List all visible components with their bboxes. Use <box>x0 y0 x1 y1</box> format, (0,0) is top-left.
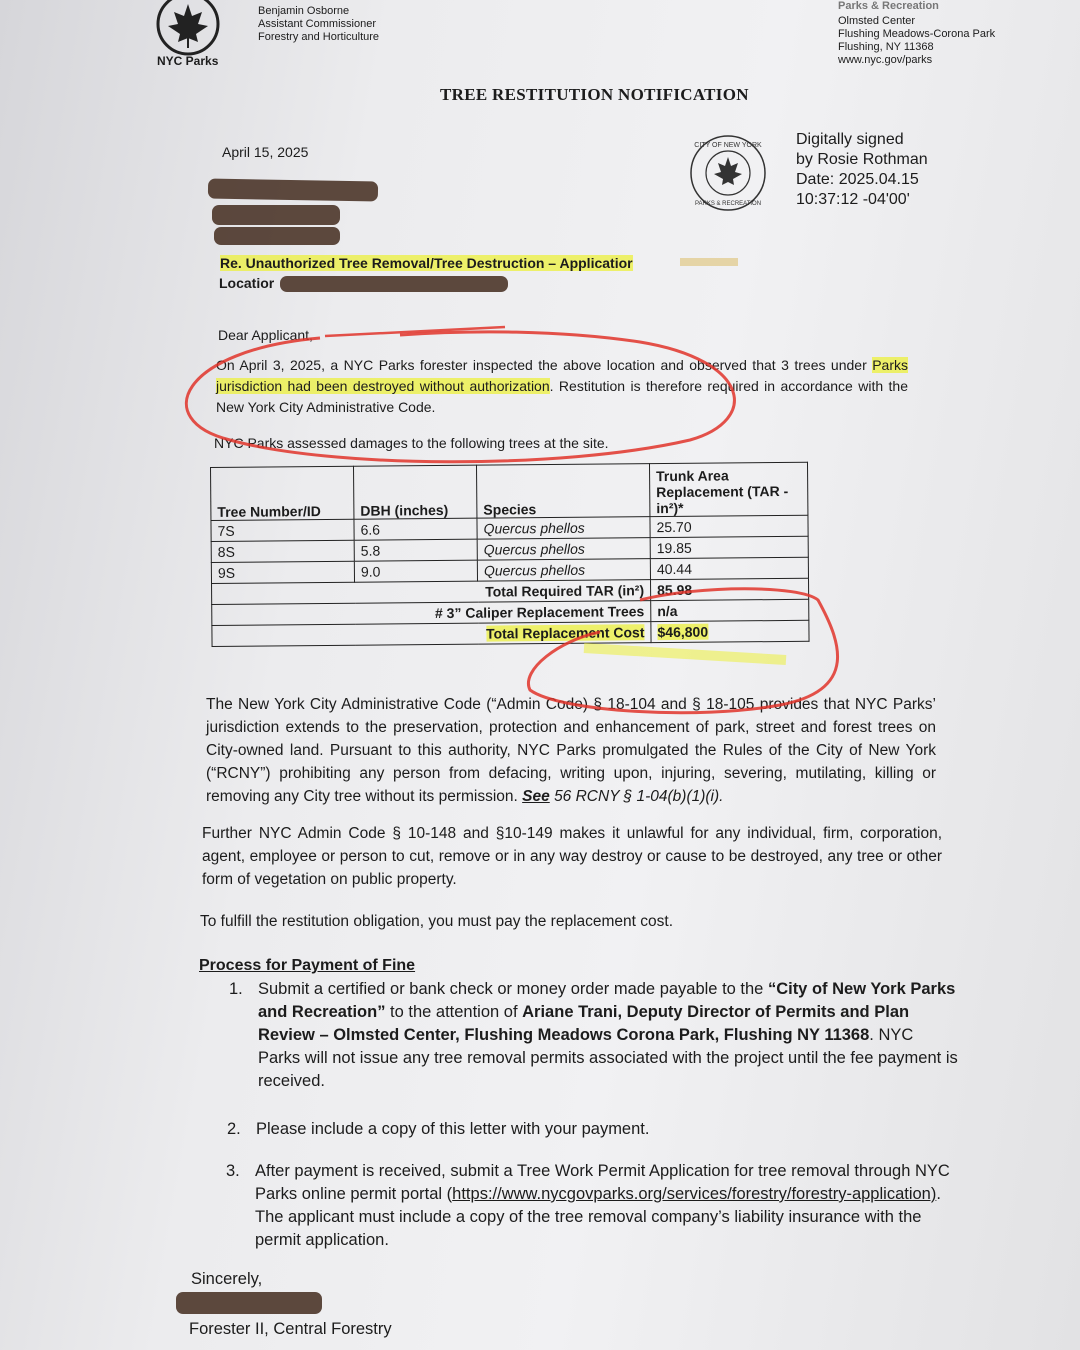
payee-name: “City of New York Parks and Recreation” <box>258 980 956 1021</box>
tree-species: Quercus phellos <box>477 538 650 561</box>
column-header: DBH (inches) <box>353 465 476 519</box>
permit-portal-link[interactable]: https://www.nycgovparks.org/services/forestry/forestry-application) <box>452 1185 937 1203</box>
tree-id: 8S <box>211 540 354 562</box>
see-reference: See <box>522 788 550 805</box>
address-line: Flushing, NY 11368 <box>838 41 934 53</box>
step-number: 2. <box>227 1120 241 1138</box>
highlight-stroke <box>584 648 786 660</box>
rcny-citation: 56 RCNY § 1-04(b)(1)(i). <box>554 788 724 805</box>
svg-text:CITY OF NEW YORK: CITY OF NEW YORK <box>694 142 762 149</box>
org-name-cut: Parks & Recreation <box>838 0 939 12</box>
tree-dbh: 5.8 <box>354 539 477 561</box>
salutation: Dear Applicant, <box>218 327 313 343</box>
step-text: Please include a copy of this letter with your payment. <box>256 1120 650 1138</box>
step-text: After payment is received, submit a Tree Work Permit Application for tree removal through NYC Parks online permit portal ( <box>255 1162 950 1203</box>
tree-dbh: 9.0 <box>354 560 477 582</box>
address-line: Flushing Meadows-Corona Park <box>838 28 996 40</box>
address-line: Olmsted Center <box>838 15 916 27</box>
document-title: TREE RESTITUTION NOTIFICATION <box>440 85 749 104</box>
tree-id: 9S <box>211 561 354 583</box>
tree-species: Quercus phellos <box>477 517 650 540</box>
sender-dept: Forestry and Horticulture <box>258 31 380 43</box>
intro-highlight: Parks jurisdiction had been destroyed without authorization <box>216 357 908 394</box>
subject-text: Re. Unauthorized Tree Removal/Tree Destruction – Applicatior <box>220 255 633 271</box>
step-number: 1. <box>229 980 243 998</box>
caliper-value: n/a <box>651 599 809 621</box>
step-text: Submit a certified or bank check or money order made payable to the <box>258 980 768 998</box>
damages-intro: NYC Parks assessed damages to the following trees at the site. <box>214 435 609 451</box>
digsig-line: Digitally signed <box>796 131 904 148</box>
column-header: Tree Number/ID <box>211 466 354 520</box>
red-circle-mark <box>186 332 734 462</box>
closing: Sincerely, <box>191 1270 263 1288</box>
step-text: . NYC Parks will not issue any tree removal permits associated with the project until the fee payment is received. <box>258 1026 958 1090</box>
cost-label-text: Total Replacement Cost <box>485 624 645 642</box>
step-number: 3. <box>226 1162 240 1180</box>
step-text: to the attention of <box>385 1003 523 1021</box>
digsig-line: 10:37:12 -04'00' <box>796 191 910 208</box>
tree-species: Quercus phellos <box>477 559 650 582</box>
caliper-label: # 3” Caliper Replacement Trees <box>212 601 651 626</box>
tree-id: 7S <box>211 519 354 541</box>
step-text: . The applicant must include a copy of the tree removal company’s liability insurance with the permit application. <box>255 1185 941 1249</box>
cost-value-text: $46,800 <box>657 623 709 641</box>
website: www.nyc.gov/parks <box>838 54 933 66</box>
intro-text: . Restitution is therefore required in accordance with the New York City Administrative Code. <box>216 378 908 415</box>
tree-dbh: 6.6 <box>354 518 477 540</box>
digsig-line: by Rosie Rothman <box>796 151 928 168</box>
location-label: Locatior <box>219 275 275 291</box>
sender-name: Benjamin Osborne <box>258 5 350 17</box>
total-tar-value: 85.98 <box>650 578 808 600</box>
sender-title: Assistant Commissioner <box>258 18 376 30</box>
tree-tar: 19.85 <box>650 536 808 558</box>
tree-tar: 25.70 <box>650 515 808 537</box>
total-tar-label: Total Required TAR (in²) <box>212 580 651 605</box>
digsig-line: Date: 2025.04.15 <box>796 171 919 188</box>
svg-text:PARKS & RECREATION: PARKS & RECREATION <box>694 201 762 207</box>
signer-title: Forester II, Central Forestry <box>189 1320 392 1338</box>
letter-date: April 15, 2025 <box>222 144 309 160</box>
tree-tar: 40.44 <box>650 557 808 579</box>
logo-text: NYC Parks <box>157 54 219 68</box>
intro-text: On April 3, 2025, a NYC Parks forester inspected the above location and observed that 3 trees under <box>216 357 873 373</box>
process-heading: Process for Payment of Fine <box>199 957 416 974</box>
column-header: Species <box>476 464 649 519</box>
column-header: Trunk Area Replacement (TAR - in²)* <box>649 462 807 516</box>
obligation-paragraph: To fulfill the restitution obligation, you must pay the replacement cost. <box>200 913 673 930</box>
unlawful-paragraph: Further NYC Admin Code § 10-148 and §10-149 makes it unlawful for any individual, firm, corporation, agent, employee or person to cut, remove or in any way destroy or cause to be destroyed, any tree or other form of vegetation on public property. <box>202 825 942 888</box>
attention-address: Ariane Trani, Deputy Director of Permits and Plan Review – Olmsted Center, Flushing Meadows Corona Park, Flushing NY 11368 <box>258 1003 910 1044</box>
admin-code-text: The New York City Administrative Code (“Admin Code) § 18-104 and § 18-105 provides that NYC Parks’ jurisdiction extends to the preservation, protection and enhancement of park, street and forest trees on City-owned land. Pursuant to this authority, NYC Parks promulgated the Rules of the City of New York (“RCNY”) prohibiting any person from defacing, writing upon, injuring, severing, mutilating, killing or removing any City tree without its permission. <box>206 696 936 805</box>
